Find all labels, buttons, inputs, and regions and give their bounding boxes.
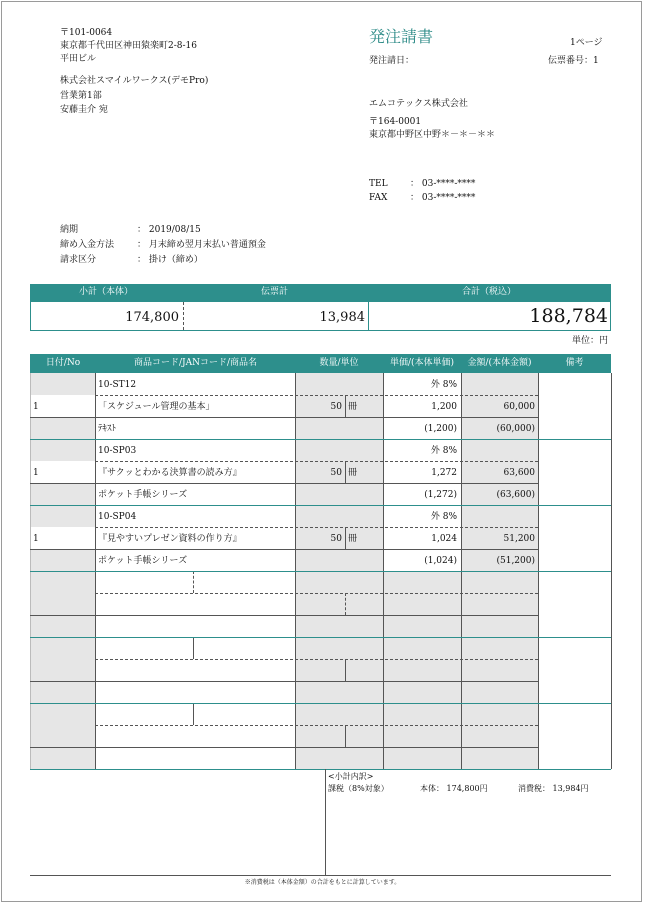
sender-person: 安藤圭介 宛 — [60, 105, 108, 115]
item-no: 1 — [33, 534, 39, 544]
item-base-price: (1,200) — [424, 424, 457, 434]
item-sub: ﾃｷｽﾄ — [98, 424, 117, 434]
summary-header — [30, 284, 611, 301]
issuer-postal: 〒164-0001 — [369, 117, 422, 127]
item-base-amount: (51,200) — [496, 556, 535, 566]
total-label: 合計（税込） — [461, 287, 516, 297]
item-base-amount: (63,600) — [496, 490, 535, 500]
summary-values — [30, 301, 611, 331]
subtotal-label: 小計（本体） — [78, 287, 133, 297]
col-header: 金額/(本体金額) — [467, 358, 532, 368]
col-header: 商品コード/JANコード/商品名 — [133, 358, 258, 368]
item-price: 1,024 — [431, 534, 457, 544]
item-code: 10-ST12 — [98, 380, 137, 390]
item-no: 1 — [33, 468, 39, 478]
tel-value: ： 03-****-**** — [410, 179, 476, 189]
breakdown-heading: <小計内訳> — [328, 772, 374, 781]
sender-postal: 〒101-0064 — [60, 28, 113, 38]
issuer-company: エムコテックス株式会社 — [369, 99, 468, 109]
item-amount: 63,600 — [503, 468, 535, 478]
issuer-address: 東京都中野区中野＊－＊－＊＊ — [369, 130, 496, 140]
item-base-price: (1,024) — [424, 556, 457, 566]
item-base-amount: (60,000) — [496, 424, 535, 434]
breakdown-base: 本体： 174,800円 — [420, 784, 488, 793]
item-name: 「スケジュール管理の基本」 — [98, 402, 215, 412]
item-qty: 50 — [330, 468, 342, 478]
item-price: 1,200 — [431, 402, 457, 412]
term-label: 請求区分 — [60, 255, 97, 265]
sender-department: 営業第1部 — [60, 91, 102, 101]
item-sub: ポケット手帳シリーズ — [98, 490, 188, 500]
item-name: 『見やすいプレゼン資料の作り方』 — [98, 534, 242, 544]
page-number: 1ページ — [570, 38, 603, 48]
col-header: 日付/No — [45, 358, 81, 368]
breakdown-rate: 課税（8%対象） — [328, 784, 389, 793]
item-sub: ポケット手帳シリーズ — [98, 556, 188, 566]
item-code: 10-SP03 — [98, 446, 137, 456]
term-label: 締め入金方法 — [60, 240, 115, 250]
tax-value: 13,984 — [319, 310, 365, 325]
sender-building: 平田ビル — [60, 54, 97, 64]
item-unit: 冊 — [348, 402, 358, 412]
unit-note: 単位：円 — [572, 336, 609, 346]
tel-label: TEL — [369, 179, 388, 189]
tax-label: 伝票計 — [260, 287, 288, 297]
table-header — [30, 354, 611, 373]
item-qty: 50 — [330, 402, 342, 412]
col-header: 備考 — [565, 358, 584, 368]
col-header: 数量/単位 — [319, 358, 359, 368]
item-name: 『サクッとわかる決算書の読み方』 — [98, 468, 242, 478]
term-value: ： 2019/08/15 — [137, 225, 201, 235]
term-value: ： 月末締め翌月末払い普通預金 — [137, 240, 266, 250]
term-value: ： 掛け（締め） — [137, 255, 203, 265]
page-title: 発注請書 — [369, 27, 434, 46]
item-amount: 60,000 — [503, 402, 535, 412]
item-amount: 51,200 — [503, 534, 535, 544]
slip-number: 伝票番号：1 — [548, 56, 599, 66]
item-unit: 冊 — [348, 468, 358, 478]
item-price: 1,272 — [431, 468, 457, 478]
order-date-label: 発注請日： — [369, 56, 415, 66]
footnote: ※消費税は（本体金額）の合計をもとに計算しています。 — [244, 879, 401, 886]
subtotal-value: 174,800 — [125, 310, 179, 325]
breakdown-tax: 消費税： 13,984円 — [518, 784, 589, 793]
item-tax-rate: 外 8% — [430, 446, 457, 456]
item-qty: 50 — [330, 534, 342, 544]
item-no: 1 — [33, 402, 39, 412]
fax-value: ： 03-****-**** — [410, 193, 476, 203]
item-code: 10-SP04 — [98, 512, 137, 522]
item-tax-rate: 外 8% — [430, 512, 457, 522]
term-label: 納期 — [60, 225, 79, 235]
sender-company: 株式会社スマイルワークス(デモPro) — [60, 76, 209, 86]
item-unit: 冊 — [348, 534, 358, 544]
col-header: 単価/(本体単価) — [389, 358, 455, 368]
total-value: 188,784 — [529, 305, 608, 327]
fax-label: FAX — [369, 193, 388, 203]
sender-address: 東京都千代田区神田猿楽町2-8-16 — [60, 41, 197, 51]
item-tax-rate: 外 8% — [430, 380, 457, 390]
item-base-price: (1,272) — [424, 490, 457, 500]
